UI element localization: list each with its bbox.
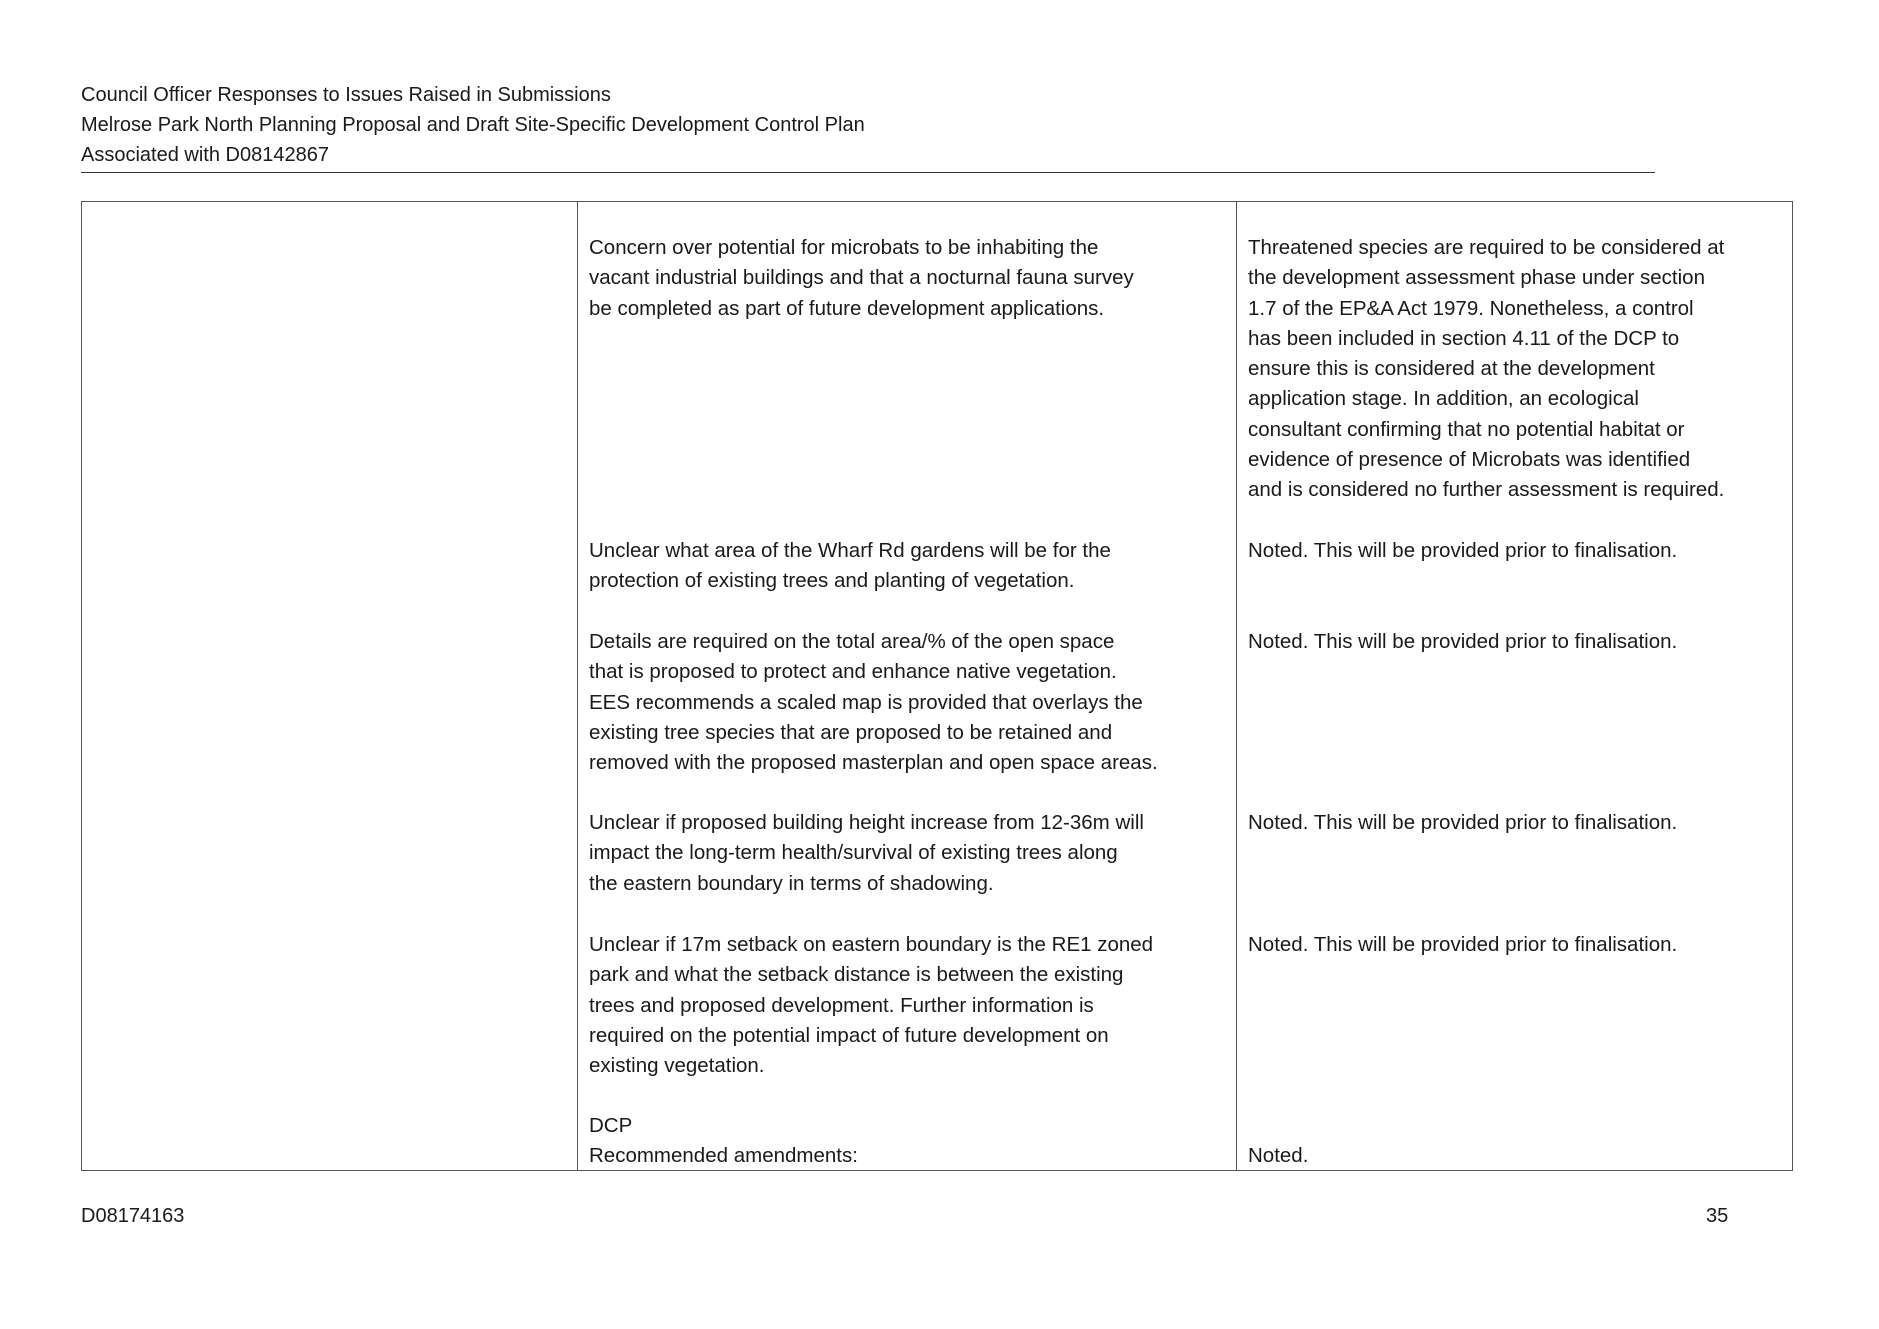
response-cell (1248, 627, 1786, 657)
issue-line: trees and proposed development. Further information is (589, 993, 1094, 1017)
issue-line: EES recommends a scaled map is provided that overlays the (589, 690, 1143, 714)
response-cell (1248, 1141, 1786, 1171)
issue-line: protection of existing trees and planting of vegetation. (589, 569, 1075, 593)
issue-line: Unclear if 17m setback on eastern boundary is the RE1 zoned (589, 933, 1154, 956)
document-reference: D08174163 (81, 1205, 185, 1227)
page-number: 35 (1706, 1205, 1729, 1227)
issue-line: existing vegetation. (589, 1054, 765, 1078)
response-line: Noted. This will be provided prior to finalisation. (1248, 811, 1678, 834)
issue-line: the eastern boundary in terms of shadowing. (589, 871, 994, 895)
response-line: application stage. In addition, an ecological (1248, 387, 1639, 411)
response-cell (1248, 233, 1786, 506)
issue-line: existing tree species that are proposed to be retained and (589, 720, 1113, 744)
issue-line: removed with the proposed masterplan and open space areas. (589, 751, 1158, 775)
issue-line: Details are required on the total area/% of the open space (589, 630, 1115, 653)
response-line: Noted. This will be provided prior to finalisation. (1248, 539, 1678, 562)
response-line: Noted. This will be provided prior to finalisation. (1248, 933, 1678, 956)
response-line: consultant confirming that no potential habitat or (1248, 417, 1685, 441)
issue-cell (589, 627, 1230, 778)
response-cell (1248, 808, 1786, 838)
response-line: Threatened species are required to be considered at (1248, 236, 1725, 259)
submitter-column (82, 202, 578, 1170)
issue-line: Unclear what area of the Wharf Rd gardens will be for the (589, 539, 1111, 562)
response-line: Noted. This will be provided prior to finalisation. (1248, 630, 1678, 653)
response-cell (1248, 536, 1786, 566)
issue-line: be completed as part of future development applications. (589, 296, 1105, 320)
issue-line: DCP (589, 1114, 633, 1137)
issue-line: that is proposed to protect and enhance native vegetation. (589, 660, 1117, 684)
header-reference: Associated with D08142867 (81, 144, 329, 166)
issue-cell (589, 233, 1230, 324)
issue-cell (589, 536, 1230, 597)
issue-line: vacant industrial buildings and that a nocturnal fauna survey (589, 266, 1134, 290)
response-line: 1.7 of the EP&A Act 1979. Nonetheless, a control (1248, 296, 1694, 320)
issue-cell (589, 930, 1230, 1081)
response-column (1237, 202, 1792, 1170)
issue-line: impact the long-term health/survival of existing trees along (589, 841, 1118, 865)
response-cell (1248, 930, 1786, 960)
issue-cell (589, 808, 1230, 899)
response-line: evidence of presence of Microbats was identified (1248, 448, 1691, 472)
issue-cell (589, 1111, 1230, 1172)
response-line: ensure this is considered at the development (1248, 357, 1655, 381)
issue-column (578, 202, 1237, 1170)
response-line: Noted. (1248, 1144, 1309, 1167)
issue-line: Recommended amendments: (589, 1144, 858, 1168)
response-line: the development assessment phase under section (1248, 266, 1705, 290)
header-subtitle: Melrose Park North Planning Proposal and Draft Site-Specific Development Control Plan (81, 114, 865, 136)
response-line: has been included in section 4.11 of the DCP to (1248, 326, 1680, 350)
issue-line: park and what the setback distance is between the existing (589, 963, 1124, 987)
page-header (81, 80, 1655, 173)
header-title: Council Officer Responses to Issues Raised in Submissions (81, 84, 611, 106)
response-line: and is considered no further assessment is required. (1248, 478, 1725, 502)
issue-line: required on the potential impact of future development on (589, 1023, 1109, 1047)
issue-line: Concern over potential for microbats to be inhabiting the (589, 236, 1099, 259)
submissions-table (81, 201, 1793, 1171)
issue-line: Unclear if proposed building height increase from 12-36m will (589, 811, 1144, 834)
